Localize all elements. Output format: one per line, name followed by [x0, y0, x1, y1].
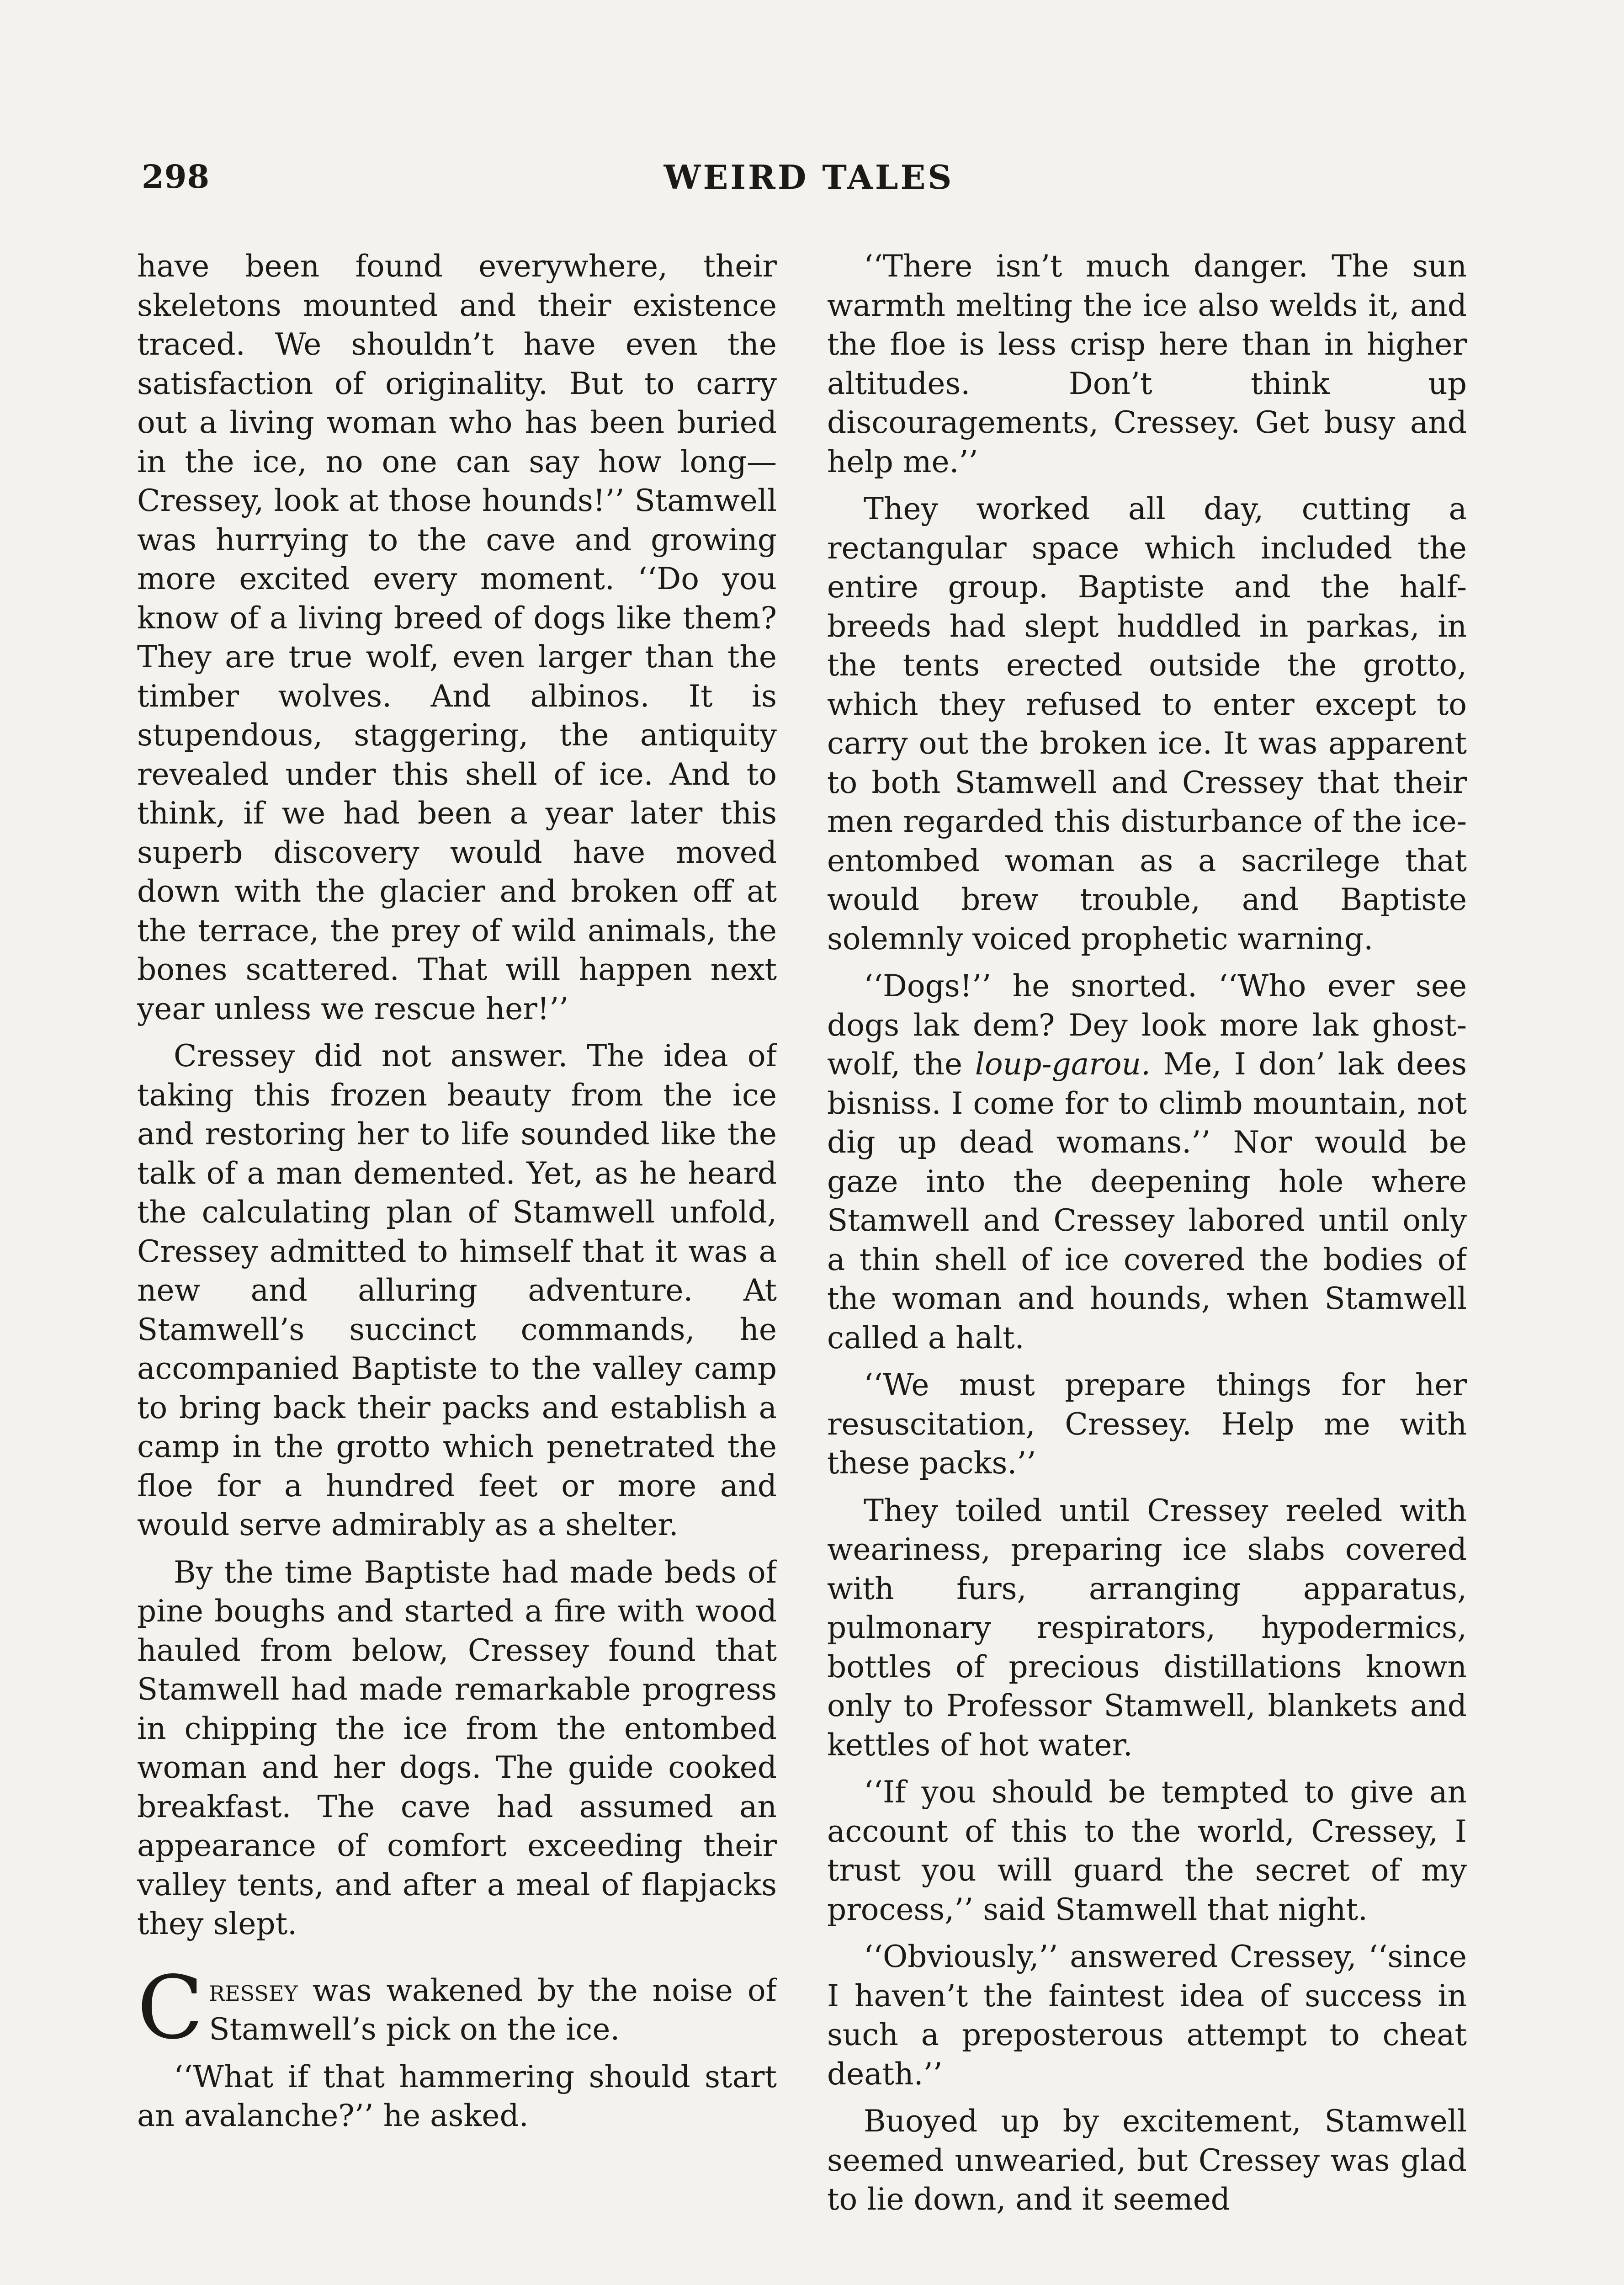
paragraph: ‘‘What if that hammering should start an avalanche?’’ he asked. — [137, 2059, 777, 2133]
left-column — [137, 247, 777, 2285]
small-caps-word: ressey — [209, 1972, 298, 2008]
page-header — [142, 158, 1476, 199]
paragraph: They worked all day, cutting a rectangular space which included the entire group. Baptiste and the half-breeds had slept huddled in parkas, in the tents erected outside the grotto, which they refused to enter except to carry out the broken ice. It was apparent to both Stamwell and Cressey that their men regarded this disturbance of the ice-entombed woman as a sacrilege that would brew trouble, and Baptiste solemnly voiced prophetic warning. — [827, 491, 1467, 957]
paragraph-text: ‘‘Dogs!’’ he snorted. ‘‘Who ever see dogs lak dem? Dey look more lak ghost-wolf, the — [827, 968, 1467, 1082]
paragraph: ‘‘There isn’t much danger. The sun warmth melting the ice also welds it, and the floe is less crisp here than in higher altitudes. Don’t think up discouragements, Cressey. Get busy and help me.’’ — [827, 249, 1467, 479]
italic-term: loup-garou. — [975, 1047, 1151, 1082]
paragraph: ‘‘If you should be tempted to give an account of this to the world, Cressey, I trust you will guard the secret of my process,’’ said Stamwell that night. — [827, 1775, 1467, 1927]
drop-cap: C — [137, 1957, 204, 2058]
right-column — [827, 247, 1467, 2285]
paragraph: Cressey did not answer. The idea of taking this frozen beauty from the ice and restoring her to life sounded like the talk of a man demented. Yet, as he heard the calculating plan of Stamwell unfold, Cressey admitted to himself that it was a new and alluring adventure. At Stamwell’s succinct commands, he accompanied Baptiste to the valley camp to bring back their packs and establish a camp in the grotto which penetrated the floe for a hundred feet or more and would serve admirably as a shelter. — [137, 1038, 777, 1542]
paragraph: They toiled until Cressey reeled with weariness, preparing ice slabs covered with furs, arranging apparatus, pulmonary respirators, hypodermics, bottles of precious distillations known only to Professor Stamwell, blankets and kettles of hot water. — [827, 1493, 1467, 1763]
paragraph-text: Me, I don’ lak dees bisniss. I come for to climb mountain, not dig up dead womans.’’ Nor would be gaze into the deepening hole where Stamwell and Cressey labored until only a thin shell of ice covered the bodies of the woman and hounds, when Stamwell called a halt. — [827, 1047, 1467, 1355]
running-head: WEIRD TALES — [663, 158, 954, 197]
paragraph-text: was wakened by the noise of Stamwell’s pick on the ice. — [209, 1972, 777, 2047]
paragraph: By the time Baptiste had made beds of pine boughs and started a fire with wood hauled from below, Cressey found that Stamwell had made remarkable progress in chipping the ice from the entombed woman and her dogs. The guide cooked breakfast. The cave had assumed an appearance of comfort exceeding their valley tents, and after a meal of flapjacks they slept. — [137, 1554, 777, 1941]
page-number: 298 — [142, 158, 210, 196]
section-start-paragraph — [137, 1957, 777, 2058]
paragraph — [827, 967, 1467, 1357]
paragraph: Buoyed up by excitement, Stamwell seemed unwearied, but Cressey was glad to lie down, and it seemed — [827, 2104, 1467, 2217]
paragraph: have been found everywhere, their skeletons mounted and their existence traced. We shouldn’t have even the satisfaction of originality. But to carry out a living woman who has been buried in the ice, no one can say how long—Cressey, look at those hounds!’’ Stamwell was hurrying to the cave and growing more excited every moment. ‘‘Do you know of a living breed of dogs like them? They are true wolf, even larger than the timber wolves. And albinos. It is stupendous, staggering, the antiquity revealed under this shell of ice. And to think, if we had been a year later this superb discovery would have moved down with the glacier and broken off at the terrace, the prey of wild animals, the bones scattered. That will happen next year unless we rescue her!’’ — [137, 249, 777, 1026]
paragraph: ‘‘Obviously,’’ answered Cressey, ‘‘since I haven’t the faintest idea of success in such a preposterous attempt to cheat death.’’ — [827, 1939, 1467, 2092]
paragraph: ‘‘We must prepare things for her resuscitation, Cressey. Help me with these packs.’’ — [827, 1367, 1467, 1481]
